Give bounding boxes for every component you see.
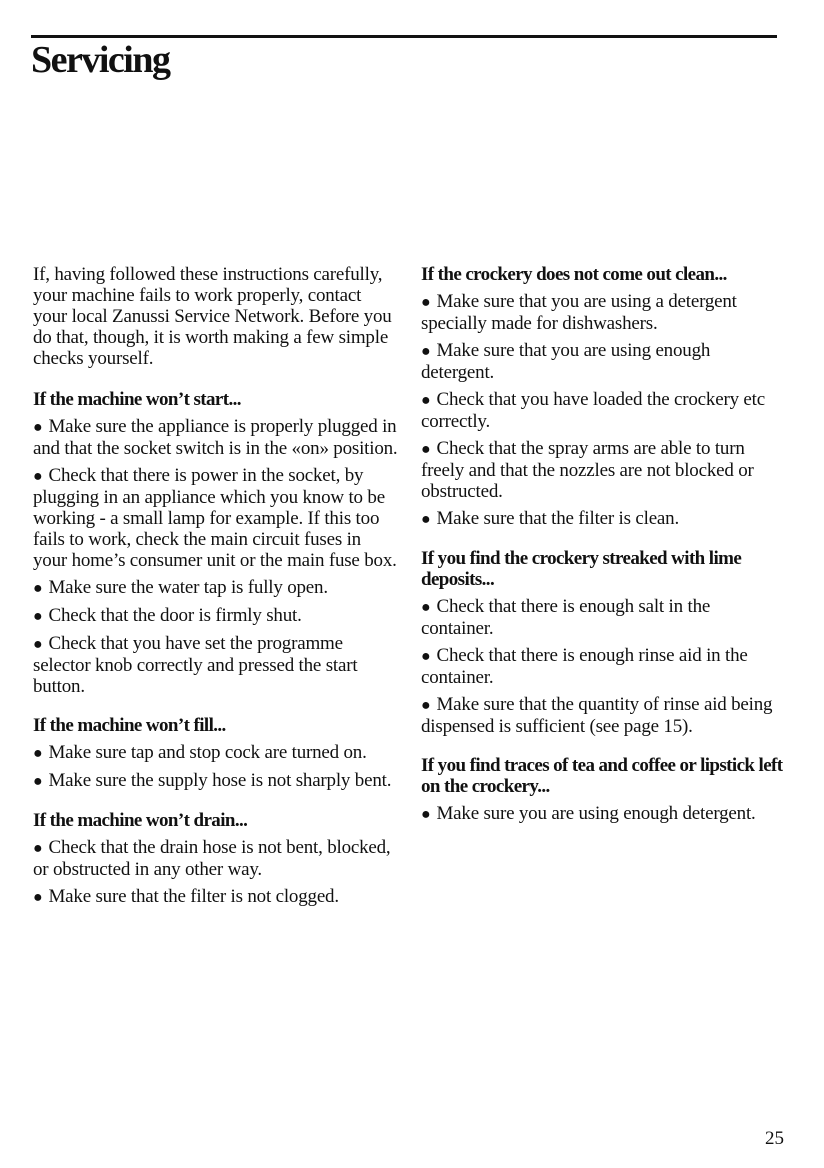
bullet-icon: ●: [33, 889, 43, 906]
list-item: [33, 742, 399, 764]
list-item-text: Make sure that the filter is not clogged.: [48, 886, 339, 907]
list-item: [421, 803, 783, 825]
section-heading: If the machine won’t start...: [33, 389, 241, 410]
section-heading: If you find traces of tea and coffee or lipstick left on the crockery...: [421, 755, 783, 797]
bullet-icon: ●: [33, 840, 43, 857]
bullet-icon: ●: [33, 419, 43, 436]
list-item: [33, 886, 399, 908]
list-item-text: Check that you have set the programme selector knob correctly and pressed the start button.: [33, 633, 358, 697]
bullet-icon: ●: [33, 745, 43, 762]
bullet-icon: ●: [421, 294, 431, 311]
list-item-text: Make sure that the filter is clean.: [436, 508, 680, 529]
list-item-text: Check that you have loaded the crockery etc correctly.: [421, 389, 765, 432]
list-item-text: Make sure that the quantity of rinse aid being dispensed is sufficient (see page 15).: [421, 694, 773, 737]
intro-paragraph: If, having followed these instructions carefully, your machine fails to work properly, contact your local Zanussi Service Network. Before you do that, though, it is worth making a few simple checks yourself.: [33, 264, 392, 369]
section-heading: If the machine won’t fill...: [33, 715, 226, 736]
list-item-text: Check that the drain hose is not bent, blocked, or obstructed in any other way.: [33, 837, 391, 880]
bullet-icon: ●: [33, 636, 43, 653]
bullet-icon: ●: [421, 697, 431, 714]
list-item: [421, 596, 783, 639]
list-item-text: Make sure you are using enough detergent.: [436, 803, 756, 824]
section-tea-coffee-traces: [421, 755, 783, 825]
bullet-icon: ●: [421, 648, 431, 665]
list-item: [421, 645, 783, 688]
section-heading: If the machine won’t drain...: [33, 810, 248, 831]
list-item: [421, 340, 783, 383]
list-item: [33, 770, 399, 792]
bullet-icon: ●: [421, 511, 431, 528]
bullet-icon: ●: [421, 806, 431, 823]
bullet-icon: ●: [421, 343, 431, 360]
bullet-icon: ●: [33, 580, 43, 597]
bullet-icon: ●: [421, 599, 431, 616]
list-item: [33, 465, 399, 571]
left-column: [33, 264, 399, 926]
list-item: [421, 438, 783, 502]
bullet-icon: ●: [33, 468, 43, 485]
section-wont-fill: [33, 715, 399, 792]
list-item: [421, 291, 783, 334]
bullet-icon: ●: [33, 608, 43, 625]
list-item-text: Make sure the supply hose is not sharply bent.: [48, 770, 392, 791]
list-item-text: Make sure the water tap is fully open.: [48, 577, 328, 598]
list-item: [421, 508, 783, 530]
list-item: [33, 416, 399, 459]
list-item-text: Make sure that you are using enough detergent.: [421, 340, 711, 383]
list-item-text: Check that the door is firmly shut.: [48, 605, 302, 626]
section-wont-drain: [33, 810, 399, 908]
bullet-icon: ●: [33, 773, 43, 790]
section-heading: If the crockery does not come out clean...: [421, 264, 727, 285]
page-number: 25: [765, 1128, 784, 1149]
bullet-icon: ●: [421, 392, 431, 409]
list-item-text: Check that there is power in the socket, by plugging in an appliance which you know to be working - a small lamp for example. If this too fails to work, check the main circuit fuses in your home’s consumer unit or the main fuse box.: [33, 465, 397, 571]
list-item-text: Make sure that you are using a detergent specially made for dishwashers.: [421, 291, 737, 334]
list-item: [421, 389, 783, 432]
list-item: [33, 837, 399, 880]
list-item-text: Check that there is enough rinse aid in the container.: [421, 645, 748, 688]
section-wont-start: [33, 389, 399, 697]
list-item: [33, 577, 399, 599]
list-item: [421, 694, 783, 737]
page-title: Servicing: [31, 39, 170, 81]
right-column: [421, 264, 783, 843]
list-item-text: Check that the spray arms are able to turn freely and that the nozzles are not blocked or obstructed.: [421, 438, 754, 502]
list-item-text: Check that there is enough salt in the container.: [421, 596, 711, 639]
list-item: [33, 633, 399, 697]
section-lime-deposits: [421, 548, 783, 737]
section-not-clean: [421, 264, 783, 530]
list-item-text: Make sure the appliance is properly plugged in and that the socket switch is in the «on» position.: [33, 416, 398, 459]
bullet-icon: ●: [421, 441, 431, 458]
list-item: [33, 605, 399, 627]
section-heading: If you find the crockery streaked with lime deposits...: [421, 548, 742, 590]
list-item-text: Make sure tap and stop cock are turned on.: [48, 742, 367, 763]
